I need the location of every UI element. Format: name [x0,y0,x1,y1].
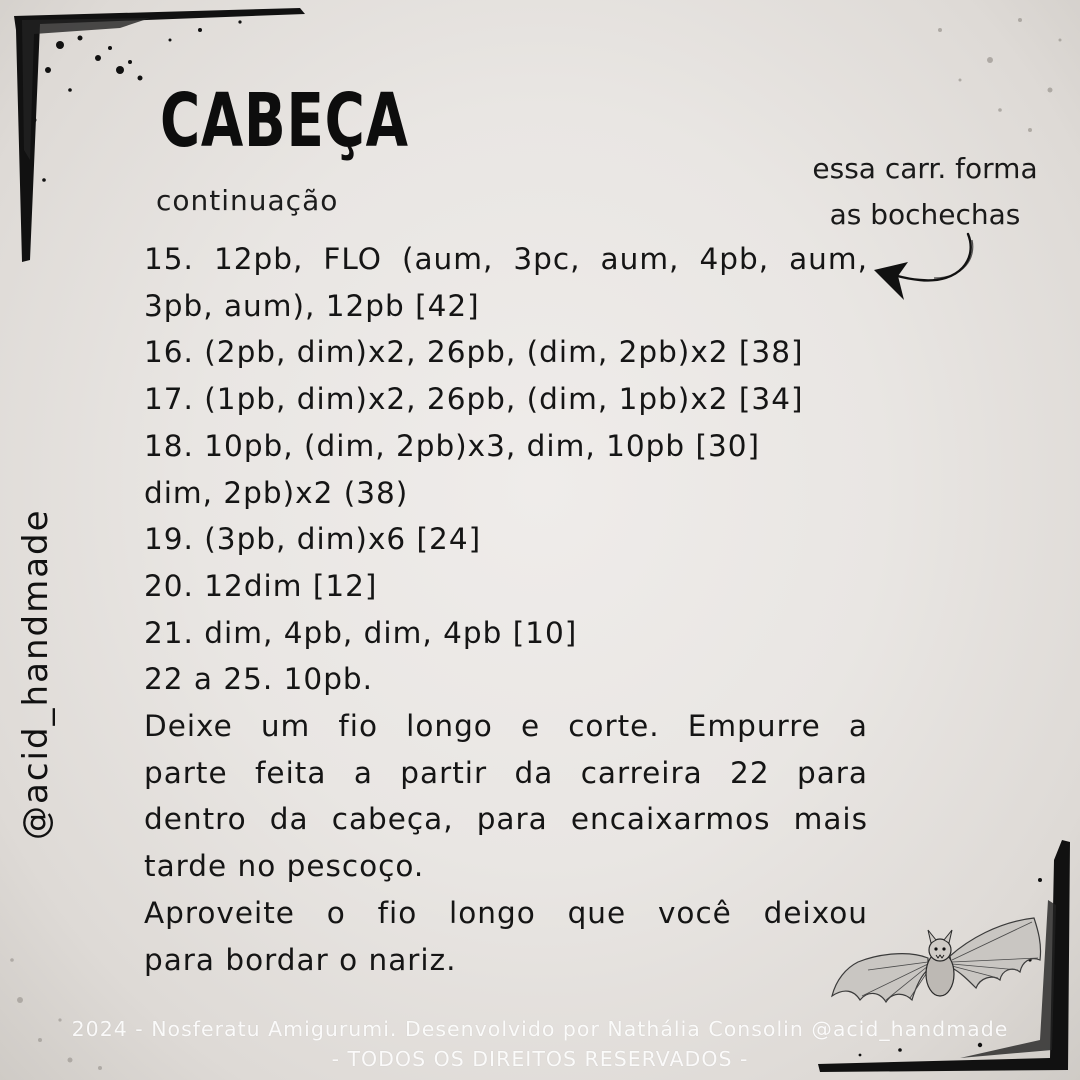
bat-illustration [828,910,1048,1020]
round-line: 15. 12pb, FLO (aum, 3pc, aum, 4pb, aum, [144,242,868,276]
round-line: 16. (2pb, dim)x2, 26pb, (dim, 2pb)x2 [38] [144,335,804,370]
rights-line: - TODOS OS DIREITOS RESERVADOS - [331,1047,749,1071]
instruction-line: dentro da cabeça, para encaixarmos mais [144,802,868,837]
round-line: 20. 12dim [12] [144,568,378,603]
round-line: 19. (3pb, dim)x6 [24] [144,522,482,557]
round-line: 3pb, aum), 12pb [42] [144,288,480,323]
page-title: CABEÇA [160,78,409,164]
instruction-line: parte feita a partir da carreira 22 para [144,755,868,790]
copyright-footer [0,1014,1080,1074]
page-subtitle: continuação [156,184,339,217]
side-note-line: as bochechas [829,198,1021,231]
side-note [780,146,1070,238]
instagram-handle: @acid_handmade [16,508,56,840]
copyright-line: 2024 - Nosferatu Amigurumi. Desenvolvido por Nathália Consolin @acid_handmade [71,1017,1009,1041]
instruction-line: para bordar o nariz. [144,942,457,977]
side-note-line: essa carr. forma [812,152,1038,185]
round-line: 22 a 25. 10pb. [144,662,374,697]
round-line: 21. dim, 4pb, dim, 4pb [10] [144,615,578,650]
instruction-line: tarde no pescoço. [144,849,425,884]
instruction-line: Deixe um fio longo e corte. Empurre a [144,709,868,744]
curved-arrow-icon [860,228,980,308]
round-line: 18. 10pb, (dim, 2pb)x3, dim, 10pb [30] [144,428,761,463]
pattern-rounds [144,236,868,983]
instruction-line: Aproveite o fio longo que você deixou [144,895,868,930]
round-line: dim, 2pb)x2 (38) [144,475,409,510]
round-line: 17. (1pb, dim)x2, 26pb, (dim, 1pb)x2 [34] [144,382,804,417]
